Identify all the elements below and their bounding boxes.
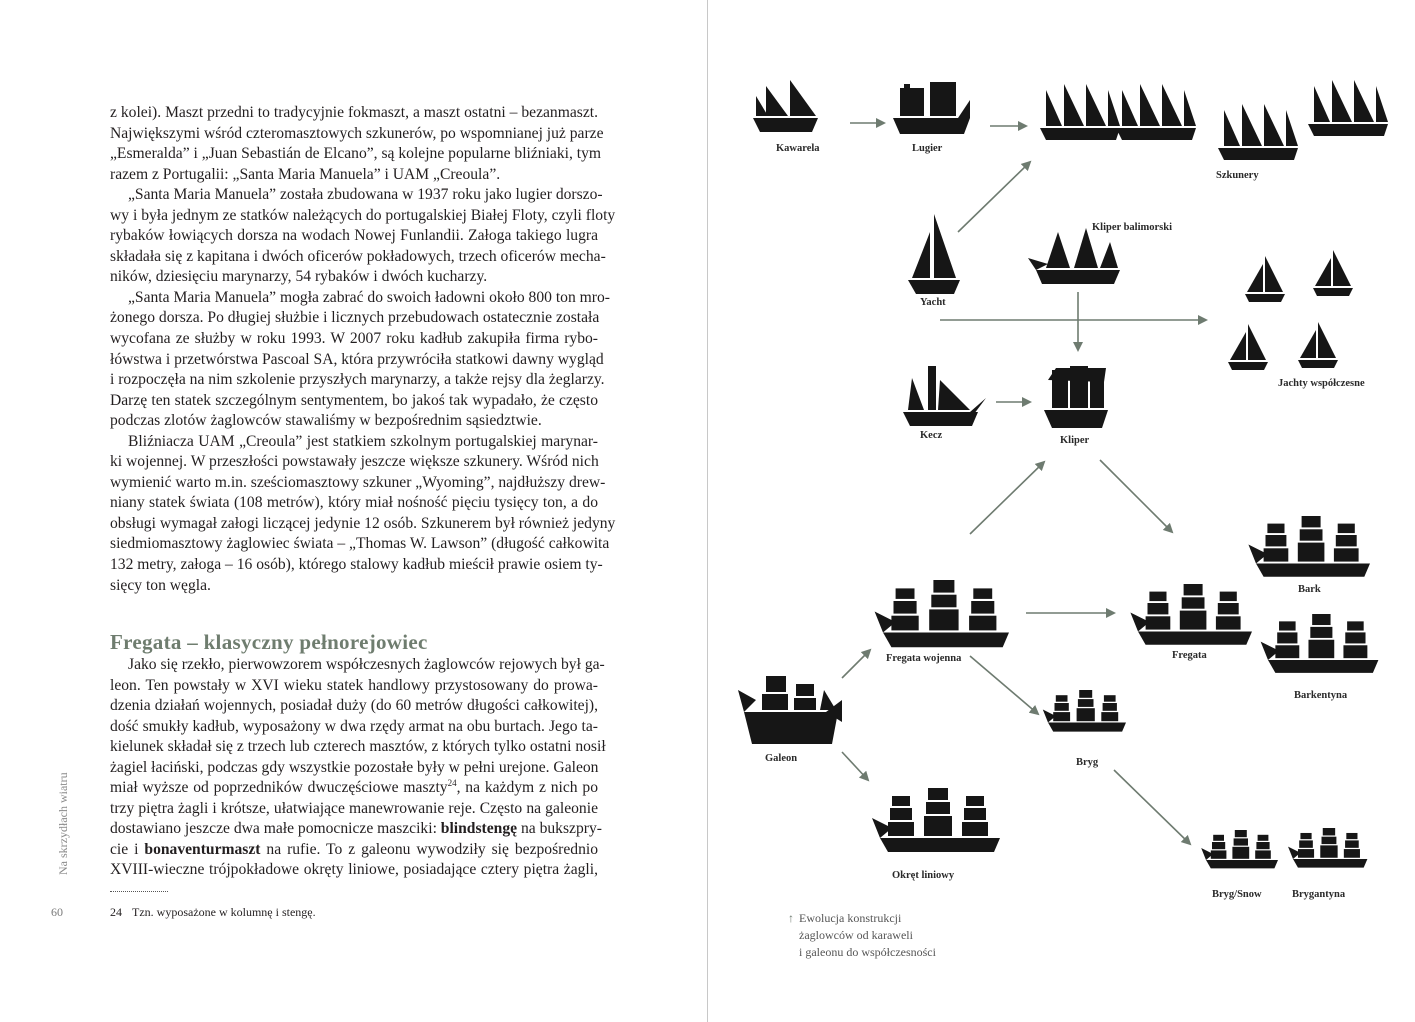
footnote-text: Tzn. wyposażone w kolumnę i stengę. [132, 905, 316, 919]
label-lugier: Lugier [912, 143, 943, 154]
left-page [0, 0, 707, 1022]
text-line: Największymi wśród czteromasztowych szkunerów, po wspomnianej już parze [110, 124, 604, 142]
label-brygantyna: Brygantyna [1292, 889, 1346, 900]
arrow-fregata-wojenna-bryg [970, 656, 1038, 714]
text-line: ników, dziesięciu marynarzy, 54 rybaków i dwóch kucharzy. [110, 268, 488, 286]
fregata-ship [1130, 584, 1252, 645]
text-line-bonaventurmaszt [110, 840, 598, 861]
ship-evolution-diagram [708, 0, 1415, 1022]
bryg-snow-ship [1201, 830, 1278, 868]
label-jachty: Jachty współczesne [1278, 378, 1365, 389]
arrow-galeon-fregata-wojenna [842, 650, 870, 678]
label-szkunery: Szkunery [1216, 170, 1259, 181]
label-galeon: Galeon [765, 753, 798, 764]
term-blindstenga: blindstengę [440, 820, 518, 838]
body-text-block-1 [110, 103, 616, 596]
label-kawarela: Kawarela [776, 143, 820, 154]
text-line: wycofana ze służby w roku 1993. W 2007 roku kadłub zakupiła firma rybo- [110, 330, 598, 348]
text-span: dostawiano jeszcze dwa małe pomocnicze maszciki: [110, 820, 441, 838]
text-line: dzenia działań wojennych, posiadał duży (do 60 metrów długości całkowitej), [110, 697, 598, 715]
label-kliper-balimorski: Kliper balimorski [1092, 222, 1173, 233]
text-line: i rozpoczęła na nim szkolenie przyszłych marynarzy, a także rejsy dla żeglarzy. [110, 371, 605, 389]
text-line: z kolei). Maszt przedni to tradycyjnie fokmaszt, a maszt ostatni – bezanmaszt. [110, 104, 598, 121]
text-line: kielunek składał się z trzech lub czterech masztów, z których tylko ostatni nosił [110, 738, 606, 756]
arrow-bryg-bryg-snow [1114, 770, 1190, 844]
fregata-wojenna-ship [875, 580, 1009, 647]
arrow-kliper-fregata [1100, 460, 1172, 532]
modern-yacht-3 [1228, 324, 1268, 370]
label-bryg-snow: Bryg/Snow [1212, 889, 1262, 900]
label-kecz: Kecz [920, 430, 943, 441]
yacht-ship [908, 214, 960, 294]
page-number: 60 [51, 905, 63, 919]
right-page [708, 0, 1415, 1022]
footnote [110, 905, 316, 920]
lugier-ship [893, 82, 970, 134]
paragraph-group [110, 655, 606, 778]
text-line: dość smukły kadłub, wyposażony w dwa rzędy armat na obu burtach. Jego ta- [110, 717, 598, 735]
schooner-ship-3 [1218, 104, 1298, 160]
label-yacht: Yacht [920, 297, 946, 308]
bark-ship [1248, 516, 1370, 577]
text-line: Bliźniacza UAM „Creoula” jest statkiem szkolnym portugalskiej marynar- [128, 432, 598, 450]
text-line: „Santa Maria Manuela” została zbudowana w 1937 roku jako lugier dorszo- [128, 186, 603, 204]
text-line: ki wojennej. W przeszłości powstawały jeszcze większe szkunery. Wśród nich [110, 453, 599, 471]
text-line: siedmiomasztowy żaglowiec świata – „Thomas W. Lawson” (długość całkowita [110, 535, 610, 553]
text-line: rybaków łowiących dorsza na wodach Nowej Funlandii. Załoga takiego lugra [110, 227, 598, 245]
kliper-balimorski-ship [1028, 228, 1120, 284]
label-bark: Bark [1298, 584, 1321, 595]
text-line-with-footnote-ref [110, 778, 598, 799]
paragraph-group [110, 860, 598, 881]
kecz-ship [903, 366, 986, 426]
text-line: żonego dorsza. Po długiej służbie i licznych przebudowach ostatecznie została [110, 309, 600, 327]
text-line: obsługi wymagał załogi liczącej jedynie 12 osób. Szkunerem był również jedyny [110, 514, 616, 532]
text-span: na bukszpry- [517, 820, 602, 838]
modern-yacht-1 [1245, 256, 1285, 302]
modern-yacht-2 [1313, 250, 1353, 296]
body-text-block-2 [110, 655, 606, 881]
caption-line: i galeonu do współczesności [799, 945, 936, 959]
text-line: leon. Ten powstały w XVI wieku statek handlowy przystosowany do prowa- [110, 676, 598, 694]
caption-line: Ewolucja konstrukcji [799, 911, 902, 925]
running-head: Na skrzydłach wiatru [56, 772, 70, 875]
arrow-galeon-okret-liniowy [842, 752, 868, 780]
arrow-to-kliper [970, 462, 1044, 534]
text-span: na rufie. To z galeonu wywodziły się bezpośrednio [260, 840, 599, 858]
paragraph-group [110, 799, 598, 820]
bryg-ship [1043, 690, 1126, 732]
text-line: żagiel łaciński, podczas gdy wszystkie pozostałe były w pełni urejone. Galeon [110, 758, 599, 776]
text-line: wymienić warto m.in. sześciomasztowy szkuner „Wyoming”, najdłuższy drew- [110, 473, 606, 491]
modern-yacht-4 [1298, 322, 1338, 368]
label-okret-liniowy: Okręt liniowy [892, 870, 955, 881]
text-line: 132 metry, załoga – 16 osób), którego stalowy kadłub mieścił prawie osiem ty- [110, 556, 603, 574]
text-span: cie i [110, 840, 145, 858]
footnote-number: 24 [110, 905, 122, 919]
term-bonaventurmaszt: bonaventurmaszt [144, 840, 261, 858]
kliper-ship [1044, 366, 1108, 428]
schooner-ship-1 [1040, 84, 1120, 140]
text-line: sięcy ton węgla. [110, 576, 211, 594]
text-line: „Esmeralda” i „Juan Sebastián de Elcano”, są kolejne popularne bliźniaki, tym [110, 145, 602, 163]
schooner-ship-2 [1116, 84, 1196, 140]
schooner-ship-4 [1308, 80, 1388, 136]
text-line: trzy piętra żagli i krótsze, ułatwiające manewrowanie reje. Często na galeonie [110, 799, 598, 817]
okret-liniowy-ship [872, 788, 1000, 852]
text-line: składała się z kapitana i dwóch oficerów pokładowych, trzech oficerów mecha- [110, 247, 606, 265]
caption-arrow-icon: ↑ [788, 911, 794, 925]
text-line: niany statek świata (108 metrów), który miał nośność pięciu tysięcy ton, a do [110, 494, 598, 512]
label-fregata-wojenna: Fregata wojenna [886, 653, 962, 664]
footnote-ref[interactable]: 24 [447, 778, 457, 789]
brygantyna-ship [1288, 828, 1367, 868]
label-fregata: Fregata [1172, 650, 1207, 661]
label-kliper: Kliper [1060, 435, 1090, 446]
text-span: , na każdym z nich po [456, 779, 598, 797]
text-line: wy i była jednym ze statków należących do portugalskiej Białej Floty, czyli floty [110, 206, 616, 224]
caption-line: żaglowców od karaweli [799, 928, 913, 942]
text-line-blindstenga [110, 819, 602, 840]
label-bryg: Bryg [1076, 757, 1099, 768]
label-barkentyna: Barkentyna [1294, 690, 1348, 701]
section-heading: Fregata – klasyczny pełnorejowiec [110, 630, 428, 654]
text-line: Darzę ten statek szczególnym sentymentem, bo jakoś tak wypadało, że często [110, 391, 598, 409]
text-line: Jako się rzekło, pierwowzorem współczesnych żaglowców rejowych był ga- [128, 656, 605, 673]
text-line: XVIII-wieczne trójpokładowe okręty liniowe, posiadające cztery piętra żagli, [110, 861, 598, 879]
text-line: podczas zlotów żaglowców stawaliśmy w bezpośrednim sąsiedztwie. [110, 412, 542, 430]
galeon-ship [738, 676, 842, 744]
kawarela-ship [753, 80, 818, 132]
footnote-rule [110, 891, 168, 892]
figure-caption [788, 910, 936, 961]
text-line: łówstwa i przetwórstwa Pascoal SA, która przywróciła statkowi dawny wygląd [110, 350, 604, 368]
text-line: „Santa Maria Manuela” mogła zabrać do swoich ładowni około 800 ton mro- [128, 288, 610, 306]
text-span: miał wyższe od poprzedników dwuczęściowe maszty [110, 779, 448, 797]
barkentyna-ship [1261, 614, 1379, 673]
text-line: razem z Portugalii: „Santa Maria Manuela” i UAM „Creoula”. [110, 165, 501, 183]
arrow-yacht-szkunery [958, 162, 1030, 232]
